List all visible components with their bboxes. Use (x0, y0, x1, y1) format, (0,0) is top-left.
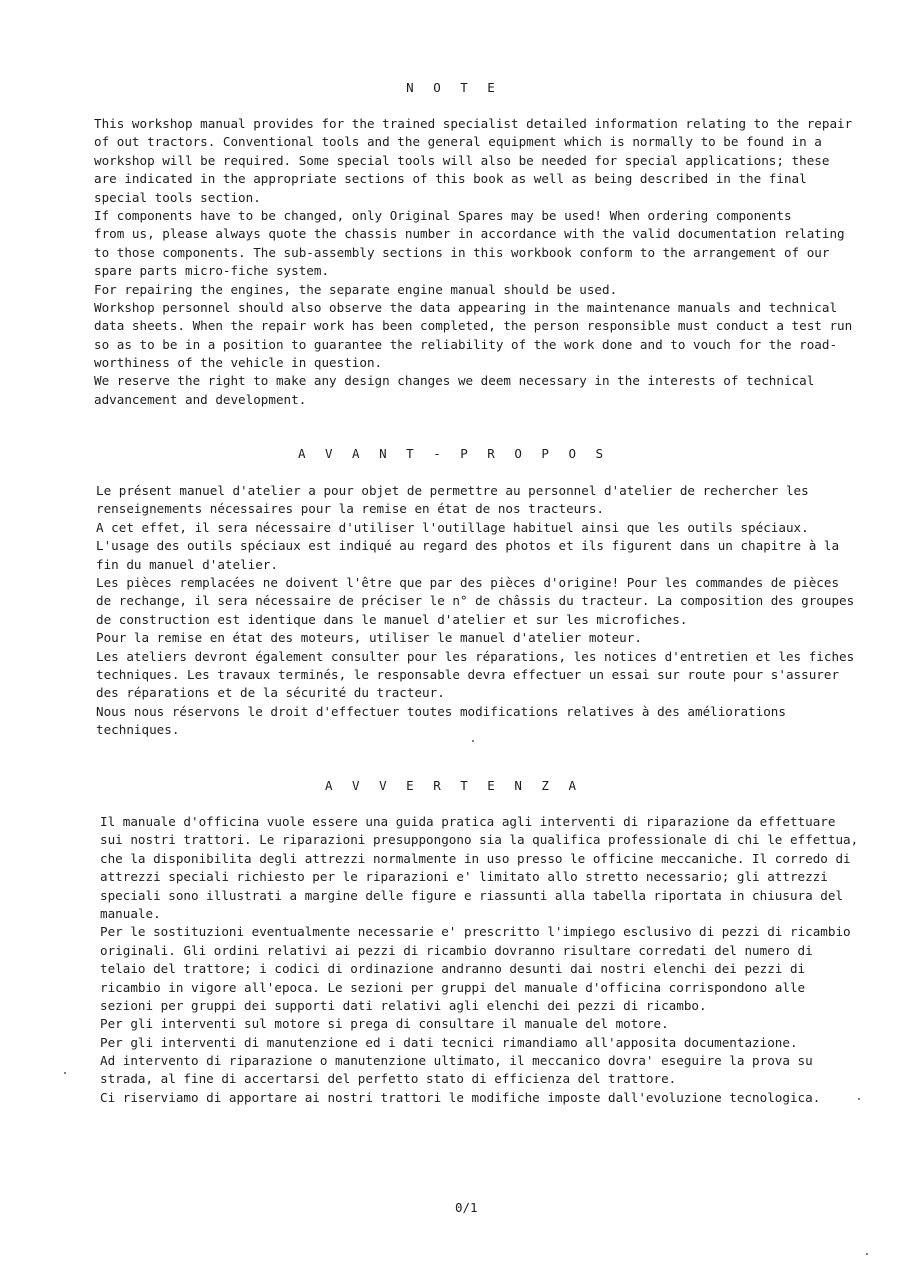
text-line: de construction est identique dans le manuel d'atelier et sur les microfiches. (96, 611, 688, 627)
text-line: Ad intervento di riparazione o manutenzione ultimato, il meccanico dovra' eseguire la prova su (100, 1053, 813, 1069)
text-line: renseignements nécessaires pour la remise en état de nos tracteurs. (96, 501, 604, 517)
text-line: fin du manuel d'atelier. (96, 556, 278, 572)
avant-propos-body (96, 482, 854, 739)
text-line: are indicated in the appropriate sections of this book as well as being described in the final (94, 171, 807, 187)
text-line: Le présent manuel d'atelier a pour objet de permettre au personnel d'atelier de rechercher les (96, 483, 809, 498)
text-line: to those components. The sub-assembly sections in this workbook conform to the arrangement of our (94, 244, 830, 260)
text-line: L'usage des outils spéciaux est indiqué au regard des photos et ils figurent dans un chapitre à la (96, 538, 840, 554)
text-line: advancement and development. (94, 391, 307, 407)
text-line: Workshop personnel should also observe the data appearing in the maintenance manuals and technical (94, 299, 838, 315)
text-line: Per gli interventi sul motore si prega di consultare il manuale del motore. (100, 1016, 669, 1032)
text-line: Il manuale d'officina vuole essere una guida pratica agli interventi di riparazione da effettuare (100, 814, 836, 829)
text-line: of out tractors. Conventional tools and the general equipment which is normally to be found in a (94, 134, 822, 150)
text-line: Ci riserviamo di apportare ai nostri trattori le modifiche imposte dall'evoluzione tecnologica. (100, 1089, 821, 1105)
text-line: For repairing the engines, the separate engine manual should be used. (94, 281, 618, 297)
text-line: de rechange, il sera nécessaire de préciser le n° de châssis du tracteur. La composition des groupes (96, 593, 855, 609)
text-line: workshop will be required. Some special tools will also be needed for special applications; these (94, 152, 830, 168)
scan-speck (64, 1072, 66, 1074)
scan-speck (472, 740, 474, 742)
text-line: data sheets. When the repair work has been completed, the person responsible must conduct a test run (94, 318, 853, 334)
page-number: 0/1 (455, 1200, 478, 1215)
text-line: spare parts micro-fiche system. (94, 263, 330, 279)
text-line: Nous nous réservons le droit d'effectuer toutes modifications relatives à des améliorations (96, 703, 786, 719)
note-body (94, 115, 852, 409)
text-line: We reserve the right to make any design changes we deem necessary in the interests of technical (94, 373, 815, 389)
text-line: techniques. (96, 722, 180, 738)
text-line: manuale. (100, 905, 161, 921)
avant-propos-heading: A V A N T - P R O P O S (297, 446, 610, 461)
text-line: techniques. Les travaux terminés, le responsable devra effectuer un essai sur route pour s'assurer (96, 666, 840, 682)
text-line: ricambio in vigore all'epoca. Le sezioni per gruppi del manuale d'officina corrispondono alle (100, 979, 806, 995)
text-line: A cet effet, il sera nécessaire d'utiliser l'outillage habituel ainsi que les outils spéciaux. (96, 519, 809, 535)
text-line: Les ateliers devront également consulter pour les réparations, les notices d'entretien et les fiches (96, 648, 855, 664)
text-line: If components have to be changed, only Original Spares may be used! When ordering components (94, 207, 792, 223)
text-line: des réparations et de la sécurité du tracteur. (96, 685, 445, 701)
text-line: special tools section. (94, 189, 261, 205)
text-line: worthiness of the vehicle in question. (94, 355, 383, 371)
text-line: so as to be in a position to guarantee the reliability of the work done and to vouch for the road- (94, 336, 838, 352)
text-line: This workshop manual provides for the trained specialist detailed information relating to the repair (94, 116, 853, 131)
text-line: che la disponibilita degli attrezzi normalmente in uso presso le officine meccaniche. Il corredo di (100, 850, 851, 866)
scan-speck (866, 1253, 868, 1255)
text-line: speciali sono illustrati a margine delle figure e riassunti alla tabella riportata in chiusura del (100, 887, 844, 903)
text-line: telaio del trattore; i codici di ordinazione andranno desunti dai nostri elenchi dei pezzi di (100, 961, 806, 977)
text-line: Per le sostituzioni eventualmente necessarie e' prescritto l'impiego esclusivo di pezzi di ricambio (100, 924, 851, 940)
text-line: sui nostri trattori. Le riparazioni presuppongono sia la qualifica professionale di chi le effettua, (100, 832, 859, 848)
scan-speck (858, 1098, 860, 1100)
avvertenza-body (100, 813, 858, 1107)
text-line: Per gli interventi di manutenzione ed i dati tecnici rimandiamo all'apposita documentazione. (100, 1034, 798, 1050)
text-line: strada, al fine di accertarsi del perfetto stato di efficienza del trattore. (100, 1071, 677, 1087)
note-heading: N O T E (406, 80, 501, 95)
text-line: from us, please always quote the chassis number in accordance with the valid documentation relating (94, 226, 845, 242)
avvertenza-heading: A V V E R T E N Z A (325, 778, 582, 793)
text-line: Les pièces remplacées ne doivent l'être que par des pièces d'origine! Pour les commandes de pièces (96, 574, 840, 590)
text-line: sezioni per gruppi dei supporti dati relativi agli elenchi dei pezzi di ricambo. (100, 997, 707, 1013)
text-line: attrezzi speciali richiesto per le riparazioni e' limitato allo stretto necessario; gli attrezzi (100, 869, 828, 885)
text-line: originali. Gli ordini relativi ai pezzi di ricambio dovranno risultare corredati del numero di (100, 942, 813, 958)
text-line: Pour la remise en état des moteurs, utiliser le manuel d'atelier moteur. (96, 630, 642, 646)
